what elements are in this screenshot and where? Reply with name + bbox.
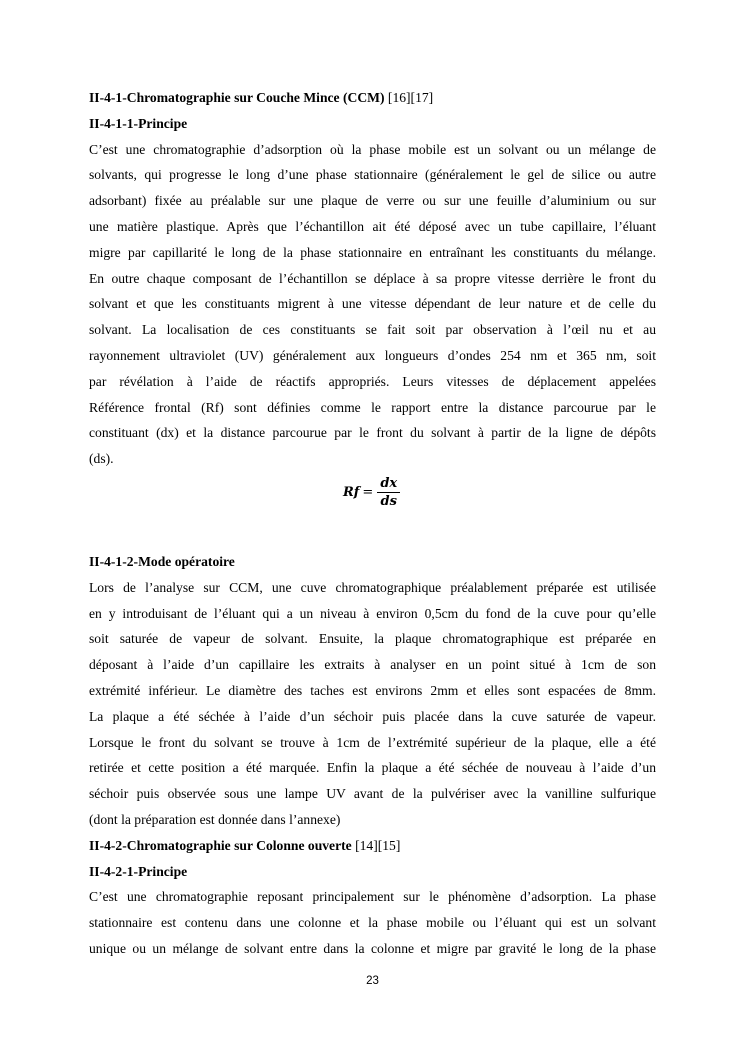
paragraph-line: solvant et que les constituants migrent à une vitesse dépendant de leur nature et de celle du <box>89 296 656 312</box>
formula-fraction <box>377 476 400 509</box>
paragraph-principe-colonne <box>89 884 656 961</box>
section-heading-ccm <box>89 85 656 111</box>
paragraph-line: Lorsque le front du solvant se trouve à 1cm de l’extrémité supérieur de la plaque, elle a été <box>89 734 656 750</box>
section-heading-colonne-refs: [14][15] <box>351 837 401 853</box>
formula-lhs: Rf <box>343 484 360 500</box>
paragraph-line: extrémité inférieur. Le diamètre des taches est environs 2mm et elles sont espacées de 8mm. <box>89 682 656 698</box>
subsection-heading-principe-1: II-4-1-1-Principe <box>89 115 188 131</box>
paragraph-line: séchoir puis observée sous une lampe UV avant de la pulvériser avec la vanilline sulfurique <box>89 786 656 802</box>
page-number: 23 <box>366 975 379 987</box>
page-content <box>89 85 656 962</box>
paragraph-line: C’est une chromatographie d’adsorption où la phase mobile est un solvant ou un mélange de <box>89 141 656 157</box>
formula-denominator: ds <box>380 493 397 509</box>
subsection-heading-mode-operatoire: II-4-1-2-Mode opératoire <box>89 553 235 569</box>
formula-equals: = <box>362 484 374 500</box>
section-heading-ccm-title: II-4-1-Chromatographie sur Couche Mince (CCM) <box>89 90 385 105</box>
paragraph-line: par révélation à l’aide de réactifs appropriés. Leurs vitesses de déplacement appelées <box>89 373 656 389</box>
paragraph-mode-operatoire <box>89 575 656 833</box>
paragraph-line: rayonnement ultraviolet (UV) généralement aux longueurs d’ondes 254 nm et 365 nm, soit <box>89 347 656 363</box>
paragraph-line: soit saturée de vapeur de solvant. Ensuite, la plaque chromatographique est préparée en <box>89 631 656 647</box>
rf-formula-expression <box>343 476 400 509</box>
paragraph-line: constituant (dx) et la distance parcourue par le front du solvant à partir de la ligne de dépôts <box>89 425 656 441</box>
paragraph-line: La plaque a été séchée à l’aide d’un séchoir puis placée dans la cuve saturée de vapeur. <box>89 708 656 724</box>
section-heading-colonne <box>89 833 656 859</box>
paragraph-line: retirée et cette position a été marquée. Enfin la plaque a été séchée de nouveau à l’aide d’un <box>89 760 656 776</box>
paragraph-line: en y introduisant de l’éluant qui a un niveau à environ 0,5cm du fond de la cuve pour qu’elle <box>89 605 656 621</box>
paragraph-line: solvant. La localisation de ces constituants se fait soit par observation à l’œil nu et au <box>89 322 656 338</box>
paragraph-line: solvants, qui progresse le long d’une phase stationnaire (généralement le gel de silice ou autre <box>89 167 656 183</box>
paragraph-line: (ds). <box>89 451 114 467</box>
paragraph-line: adsorbant) fixée au préalable sur une plaque de verre ou sur une feuille d’aluminium ou sur <box>89 193 656 209</box>
subsection-heading-principe-2: II-4-2-1-Principe <box>89 863 188 879</box>
rf-formula <box>89 472 656 524</box>
spacer <box>89 524 656 549</box>
paragraph-principe-ccm <box>89 137 656 472</box>
paragraph-line: unique ou un mélange de solvant entre dans la colonne et migre par gravité le long de la phase <box>89 940 656 956</box>
formula-numerator: dx <box>380 475 398 491</box>
paragraph-line: déposant à l’aide d’un capillaire les extraits à analyser en un point situé à 1cm de son <box>89 657 656 673</box>
paragraph-line: Référence frontal (Rf) sont définies comme le rapport entre la distance parcourue par le <box>89 399 656 415</box>
paragraph-line: C’est une chromatographie reposant principalement sur le phénomène d’adsorption. La phase <box>89 889 656 905</box>
paragraph-line: En outre chaque composant de l’échantillon se déplace à sa propre vitesse derrière le front du <box>89 270 656 286</box>
section-heading-ccm-refs: [16][17] <box>384 90 434 105</box>
paragraph-line: (dont la préparation est donnée dans l’annexe) <box>89 811 341 827</box>
paragraph-line: migre par capillarité le long de la phase stationnaire en entraînant les constituants du mélange. <box>89 244 656 260</box>
paragraph-line: stationnaire est contenu dans une colonne et la phase mobile ou l’éluant qui est un solvant <box>89 915 656 931</box>
paragraph-line: Lors de l’analyse sur CCM, une cuve chromatographique préalablement préparée est utilisée <box>89 579 656 595</box>
section-heading-colonne-title: II-4-2-Chromatographie sur Colonne ouverte <box>89 837 352 853</box>
paragraph-line: une matière plastique. Après que l’échantillon ait été déposé avec un tube capillaire, l’éluant <box>89 218 656 234</box>
